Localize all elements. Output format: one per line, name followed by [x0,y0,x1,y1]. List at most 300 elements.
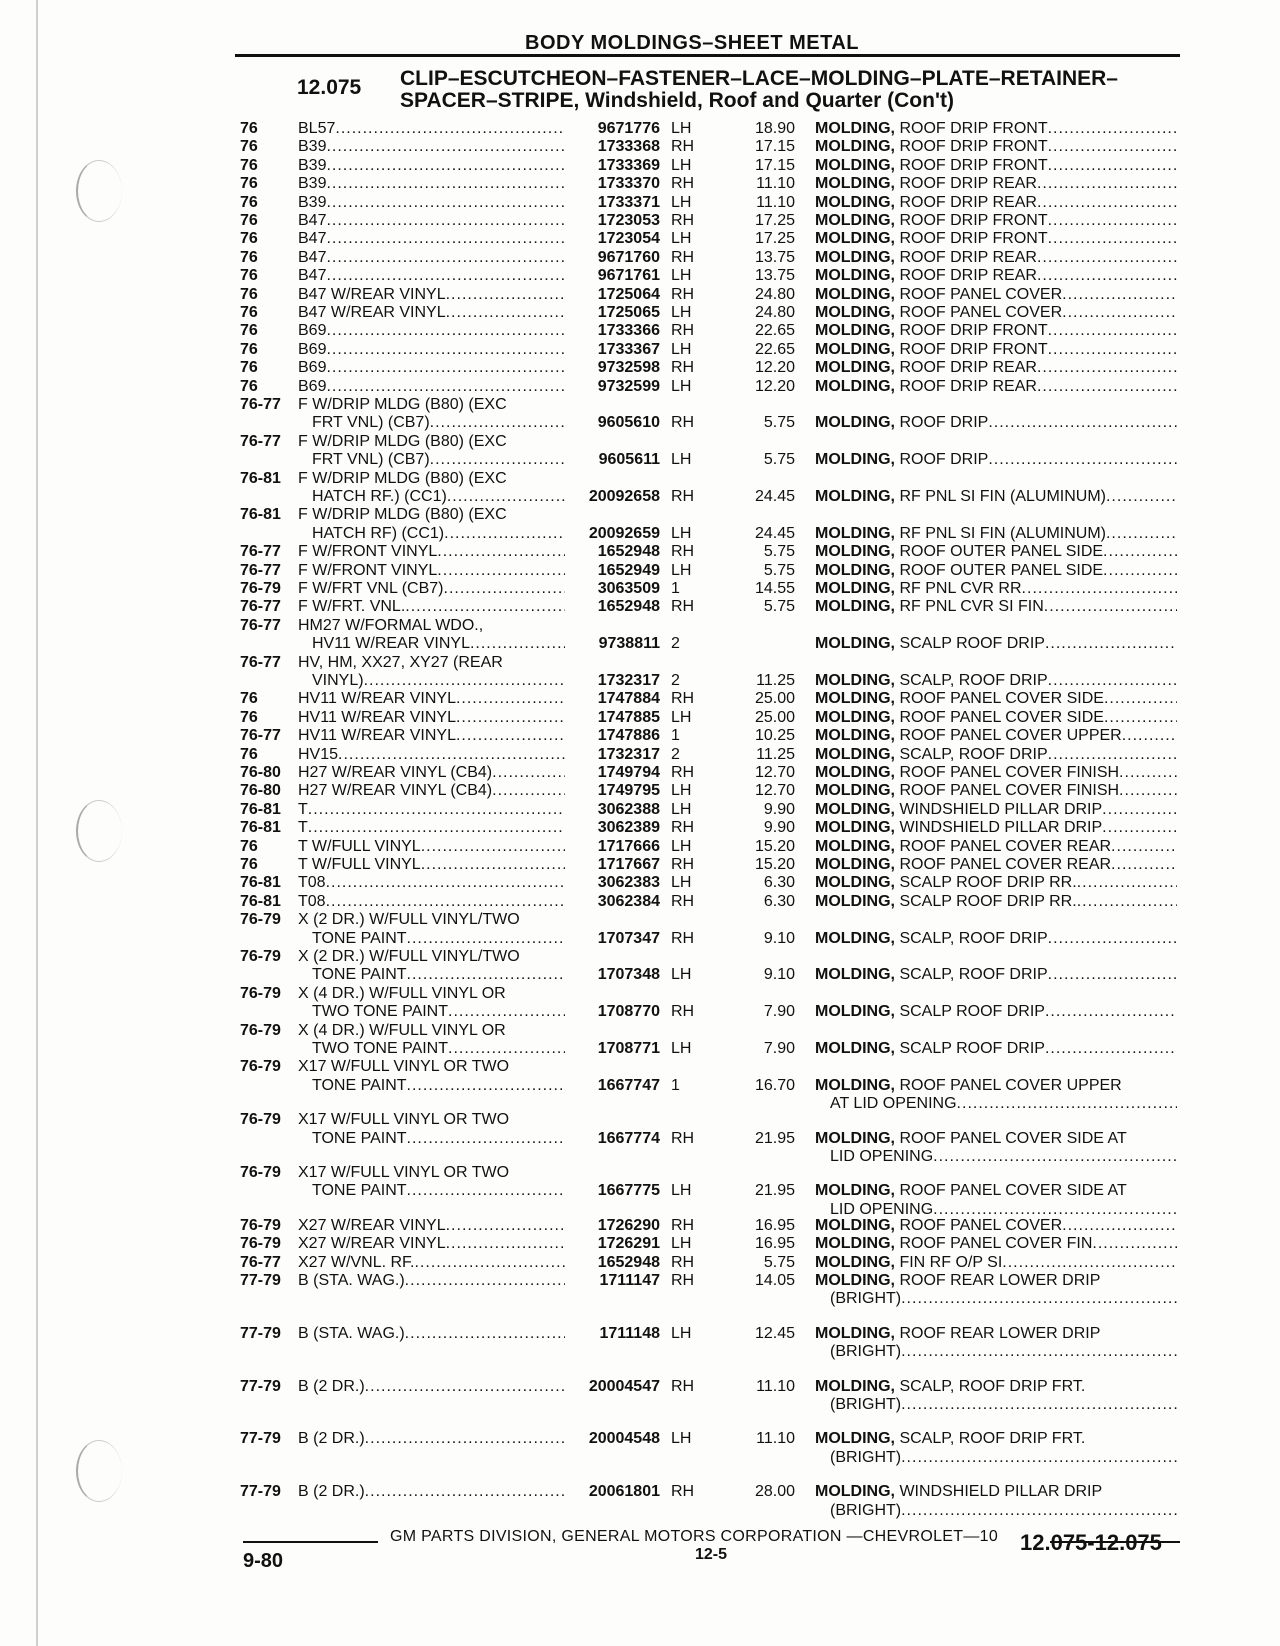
description-keyword: MOLDING, [815,1483,895,1501]
part-number: 9732599 [597,377,660,395]
model-text: B39 ..... [298,194,565,212]
model-text: B47 ..... [298,267,565,285]
model-text: B69 ..... [298,341,565,359]
description-keyword: MOLDING, [815,1235,895,1253]
model-text: B39 ..... [298,175,565,193]
model-text: F W/FRT VNL (CB7) ..... [298,580,565,598]
description-text: WINDSHIELD PILLAR DRIP [899,1483,1103,1501]
description [815,1378,1177,1396]
model-year: 76-79 [240,948,281,965]
side-qty: LH [671,874,692,892]
model-text: F W/DRIP MLDG (B80) (EXC [298,469,507,487]
side-qty: RH [671,248,695,266]
section-title-line1: CLIP–ESCUTCHEON–FASTENER–LACE–MOLDING–PLATE–RETAINER– [400,67,1118,90]
description [815,1182,1177,1200]
description-keyword: MOLDING, [815,708,895,726]
model-year: 76-77 [240,543,281,561]
part-number: 1667775 [597,1182,660,1200]
page-header-title: BODY MOLDINGS–SHEET METAL [525,32,860,54]
description [815,286,1177,304]
part-number: 9605611 [598,451,660,469]
part-number: 1733368 [597,138,660,156]
model-text: T ..... [298,819,565,837]
description [815,138,1177,156]
model-text: HV11 W/REAR VINYL ..... [298,690,565,708]
model-year: 76-79 [240,1111,281,1129]
part-number: 3062389 [597,819,660,837]
model-text: H27 W/REAR VINYL (CB4) ..... [298,764,565,782]
section-number: 12.075 [297,76,362,99]
part-number: 1652948 [597,1253,660,1271]
description-text: SCALP ROOF DRIP [899,1003,1045,1021]
part-number: 1732317 [597,745,660,763]
model-year: 76 [240,285,258,303]
model-year: 76-79 [240,1164,281,1181]
model-year: 77-79 [240,1483,281,1501]
description-text: ROOF PANEL COVER REAR [899,856,1112,873]
model-text: TONE PAINT ..... [312,1182,565,1200]
price: 28.00 [754,1483,795,1501]
part-number: 1726290 [597,1216,660,1234]
description-text: RF PNL SI FIN (ALUMINUM) [899,488,1106,505]
part-number: 1717667 [597,856,660,873]
description-keyword: MOLDING, [815,635,895,653]
description-text: ROOF PANEL COVER [899,1216,1063,1234]
price: 24.45 [754,488,795,505]
model-year: 76-79 [240,1216,281,1234]
model-text: F W/FRONT VINYL ..... [298,562,565,580]
model-text: B39 ..... [298,138,565,156]
price: 21.95 [754,1129,795,1147]
description-text: ROOF DRIP REAR [899,193,1037,211]
part-number: 9671776 [597,120,660,137]
model-year: 76-79 [240,580,281,597]
description [815,120,1177,138]
description [830,1148,1177,1166]
model-text: B47 W/REAR VINYL ..... [298,286,565,304]
side-qty: 1 [671,580,680,597]
model-text: T W/FULL VINYL ..... [298,856,565,874]
description-keyword: MOLDING, [815,1003,895,1021]
description-text: ROOF DRIP FRONT [899,230,1048,248]
model-text: FRT VNL) (CB7) ..... [312,414,565,432]
side-qty: LH [671,120,692,137]
description-text: ROOF PANEL COVER SIDE AT [899,1182,1127,1200]
description-keyword: MOLDING, [815,1182,895,1200]
side-qty: 2 [671,745,680,763]
price: 16.70 [754,1076,795,1094]
description-keyword: MOLDING, [815,1324,895,1342]
model-year: 76 [240,340,258,358]
model-text: B47 ..... [298,249,565,267]
description-keyword: MOLDING, [815,230,895,248]
price: 7.90 [763,1040,795,1057]
description [815,893,1177,911]
description [815,212,1177,230]
price: 17.15 [754,138,795,156]
description-keyword: MOLDING, [815,193,895,211]
description-text: ROOF PANEL COVER FIN [899,1235,1093,1253]
description [815,157,1177,175]
model-year: 76-77 [240,561,281,579]
side-qty: RH [671,1003,695,1021]
description-text: SCALP, ROOF DRIP [899,672,1048,689]
description [815,175,1177,193]
description [830,1396,1177,1414]
description [815,819,1177,837]
description-text: WINDSHIELD PILLAR DRIP [899,819,1103,837]
side-qty: RH [671,488,695,505]
side-qty: RH [671,414,695,432]
model-year: 76-77 [240,396,281,413]
description-text: ROOF REAR LOWER DRIP [899,1324,1101,1342]
model-text: X27 W/REAR VINYL ..... [298,1235,565,1253]
description [815,488,1177,506]
description-keyword: MOLDING, [815,1216,895,1234]
part-number: 1667774 [597,1129,660,1147]
price: 15.20 [754,837,795,855]
description [815,525,1177,543]
part-number: 20004547 [588,1377,660,1395]
description [815,1430,1177,1448]
model-text: TWO TONE PAINT ..... [312,1003,565,1021]
part-number: 1652949 [597,561,660,579]
footer-date: 9-80 [243,1550,284,1572]
model-year: 76 [240,248,258,266]
model-year: 76-79 [240,984,281,1002]
part-number: 1725064 [597,285,660,303]
model-text: B69 ..... [298,378,565,396]
description [830,1502,1177,1520]
side-qty: LH [671,340,692,358]
description [815,874,1177,892]
price: 11.25 [756,672,795,689]
price: 12.70 [754,764,795,781]
description-text: RF PNL CVR RR [899,580,1022,597]
price: 9.90 [763,819,795,837]
model-text: B69 ..... [298,359,565,377]
description-keyword: MOLDING, [815,414,895,432]
price: 24.80 [754,285,795,303]
model-year: 77-79 [240,1324,281,1342]
part-number: 1708770 [597,1003,660,1021]
description [815,322,1177,340]
description [815,414,1177,432]
model-year: 76-79 [240,1021,281,1039]
price: 17.25 [754,212,795,229]
model-text: X17 W/FULL VINYL OR TWO [298,1058,510,1076]
model-year: 76-81 [240,506,281,524]
model-year: 76 [240,193,258,211]
side-qty: RH [671,138,695,156]
side-qty: LH [671,1324,692,1342]
model-text: FRT VNL) (CB7) ..... [312,451,565,469]
part-number: 9671761 [597,267,660,285]
description [815,966,1177,984]
part-number: 1707348 [597,966,660,984]
description [815,782,1177,800]
description-keyword: MOLDING, [815,488,895,505]
price: 5.75 [763,451,795,469]
description-keyword: MOLDING, [815,1253,895,1271]
description-keyword: MOLDING, [815,690,895,708]
model-text: T08 ..... [298,893,565,911]
side-qty: RH [671,1377,695,1395]
model-year: 76 [240,120,258,137]
description-keyword: MOLDING, [815,304,895,321]
description-keyword: MOLDING, [815,580,895,597]
description-text: ROOF OUTER PANEL SIDE [899,543,1104,561]
description-text: ROOF PANEL COVER [899,304,1063,321]
description-keyword: MOLDING, [815,524,895,542]
description-text: ROOF REAR LOWER DRIP [899,1272,1101,1289]
description-keyword: MOLDING, [815,561,895,579]
price: 25.00 [754,690,795,708]
description [830,1290,1177,1308]
side-qty: LH [671,230,692,248]
model-year: 76 [240,138,258,156]
description-text: ROOF DRIP FRONT [899,138,1048,156]
description-text: SCALP, ROOF DRIP [899,745,1048,763]
description [815,580,1177,598]
model-year: 76 [240,690,258,708]
description-text: ROOF PANEL COVER REAR [899,837,1112,855]
description-text: LID OPENING [830,1148,934,1165]
description-text: ROOF DRIP REAR [899,377,1037,395]
model-year: 76-77 [240,432,281,450]
model-text: F W/FRT. VNL. ..... [298,598,565,616]
description-text: AT LID OPENING [830,1095,957,1113]
part-number: 1747884 [597,690,660,708]
side-qty: RH [671,322,695,340]
description-text: ROOF PANEL COVER FINISH [899,764,1120,781]
side-qty: RH [671,1253,695,1271]
model-text: HV11 W/REAR VINYL ..... [298,709,565,727]
part-number: 1711147 [599,1272,660,1289]
description [830,1095,1177,1113]
side-qty: LH [671,267,692,285]
price: 5.75 [763,561,795,579]
side-qty: LH [671,837,692,855]
model-text: B (STA. WAG.) ..... [298,1272,565,1290]
side-qty: LH [671,1182,692,1200]
description-text: RF PNL SI FIN (ALUMINUM) [899,524,1106,542]
model-text: HV15 ..... [298,746,565,764]
part-number: 9605610 [597,414,660,432]
description-text: LID OPENING [830,1200,934,1218]
description-keyword: MOLDING, [815,267,895,285]
price: 15.20 [754,856,795,873]
description-text: FIN RF O/P SI [899,1253,1003,1271]
description [815,930,1177,948]
description-text: ROOF PANEL COVER SIDE AT [899,1129,1127,1147]
description-keyword: MOLDING, [815,1377,895,1395]
side-qty: LH [671,1430,692,1448]
description-keyword: MOLDING, [815,212,895,229]
description [815,1272,1177,1290]
description-keyword: MOLDING, [815,1272,895,1289]
side-qty: LH [671,451,692,469]
model-year: 76-77 [240,727,281,745]
description [815,543,1177,561]
description-keyword: MOLDING, [815,764,895,781]
side-qty: 1 [671,727,680,745]
description-text: SCALP, ROOF DRIP FRT. [899,1377,1086,1395]
description [815,672,1177,690]
description-keyword: MOLDING, [815,892,895,910]
price: 6.30 [763,892,795,910]
model-year: 76 [240,212,258,229]
model-text: TONE PAINT ..... [312,1077,565,1095]
description-text: SCALP, ROOF DRIP [899,966,1048,984]
side-qty: LH [671,524,692,542]
model-year: 76-81 [240,892,281,910]
part-number: 3063509 [597,580,660,597]
description-keyword: MOLDING, [815,1076,895,1094]
model-year: 76 [240,175,258,193]
part-number: 20092658 [588,488,660,505]
description-text: ROOF DRIP [899,414,989,432]
description-text: WINDSHIELD PILLAR DRIP [899,800,1103,818]
description-text: ROOF DRIP FRONT [899,340,1048,358]
description-keyword: MOLDING, [815,451,895,469]
section-title-line2: SPACER–STRIPE, Windshield, Roof and Quarter (Con't) [400,89,954,112]
model-text: X17 W/FULL VINYL OR TWO [298,1111,510,1129]
price: 11.25 [756,745,795,763]
model-text: HM27 W/FORMAL WDO., [298,616,484,634]
part-number: 1733367 [597,340,660,358]
description-text: ROOF PANEL COVER SIDE [899,708,1104,726]
model-year: 76 [240,377,258,395]
description-keyword: MOLDING, [815,377,895,395]
part-number: 1652948 [597,543,660,561]
side-qty: 1 [671,1076,680,1094]
price: 5.75 [763,1253,795,1271]
description-keyword: MOLDING, [815,543,895,561]
model-year: 76 [240,304,258,321]
description [815,230,1177,248]
model-text: T ..... [298,801,565,819]
model-year: 76 [240,230,258,248]
side-qty: RH [671,359,695,377]
price: 5.75 [763,543,795,561]
side-qty: 2 [671,635,680,653]
description [815,194,1177,212]
description-text: ROOF DRIP REAR [899,359,1037,377]
model-year: 76 [240,322,258,340]
model-year: 76-81 [240,819,281,837]
description-keyword: MOLDING, [815,175,895,193]
description-text: (BRIGHT) [830,1290,902,1308]
price: 6.30 [763,874,795,892]
part-number: 20004548 [588,1430,660,1448]
description-keyword: MOLDING, [815,800,895,818]
side-qty: LH [671,377,692,395]
description-keyword: MOLDING, [815,856,895,873]
footer-section-range: 12.075-12.075 [1020,1530,1162,1555]
part-number: 1711148 [599,1324,660,1342]
model-text: HV, HM, XX27, XY27 (REAR [298,653,503,671]
description [815,359,1177,377]
price: 18.90 [754,120,795,137]
model-text: X (4 DR.) W/FULL VINYL OR [298,984,506,1002]
description [815,1325,1177,1343]
side-qty: RH [671,892,695,910]
part-number: 9671760 [597,248,660,266]
model-year: 76-77 [240,653,281,671]
model-text: HATCH RF) (CC1) ..... [312,525,565,543]
model-text: F W/DRIP MLDG (B80) (EXC [298,432,507,450]
side-qty: LH [671,156,692,174]
price: 12.20 [754,377,795,395]
description-text: (BRIGHT) [830,1396,902,1413]
description [815,1483,1177,1501]
side-qty: RH [671,764,695,781]
side-qty: RH [671,819,695,837]
part-number: 9738811 [598,635,660,653]
description [815,341,1177,359]
description-text: RF PNL CVR SI FIN [899,598,1044,616]
description-keyword: MOLDING, [815,598,895,616]
side-qty: LH [671,1040,692,1057]
price: 12.45 [754,1324,795,1342]
part-number: 3062383 [597,874,660,892]
description-text: (BRIGHT) [830,1343,902,1361]
description [815,690,1177,708]
model-year: 76-79 [240,911,281,929]
part-number: 1732317 [597,672,660,689]
side-qty: RH [671,929,695,947]
description [815,598,1177,616]
model-year: 77-79 [240,1430,281,1448]
part-number: 3062384 [597,892,660,910]
description [815,1254,1177,1272]
model-text: F W/FRONT VINYL ..... [298,543,565,561]
description-keyword: MOLDING, [815,966,895,984]
price: 17.25 [754,230,795,248]
model-text: B (2 DR.) ..... [298,1430,565,1448]
description-keyword: MOLDING, [815,1040,895,1057]
part-number: 3062388 [597,800,660,818]
part-number: 1708771 [597,1040,660,1057]
price: 7.90 [763,1003,795,1021]
price: 11.10 [756,1430,795,1448]
price: 13.75 [754,248,795,266]
part-number: 1733371 [597,193,660,211]
description [815,838,1177,856]
price: 9.90 [763,800,795,818]
model-year: 76-77 [240,1253,281,1271]
description-keyword: MOLDING, [815,359,895,377]
description [815,451,1177,469]
price: 24.80 [754,304,795,321]
description-text: SCALP ROOF DRIP RR. [899,892,1077,910]
price: 25.00 [754,708,795,726]
price: 9.10 [763,929,795,947]
description-text: ROOF PANEL COVER SIDE [899,690,1104,708]
description-text: ROOF OUTER PANEL SIDE [899,561,1104,579]
model-text: T08 ..... [298,874,565,892]
description-text: SCALP, ROOF DRIP FRT. [899,1430,1086,1448]
footer-page-number: 12-5 [695,1546,728,1563]
model-year: 76-80 [240,764,281,781]
description [815,727,1177,745]
side-qty: RH [671,1272,695,1289]
price: 14.05 [754,1272,795,1289]
model-text: HV11 W/REAR VINYL ..... [312,635,565,653]
side-qty: RH [671,598,695,616]
model-text: TONE PAINT ..... [312,966,565,984]
